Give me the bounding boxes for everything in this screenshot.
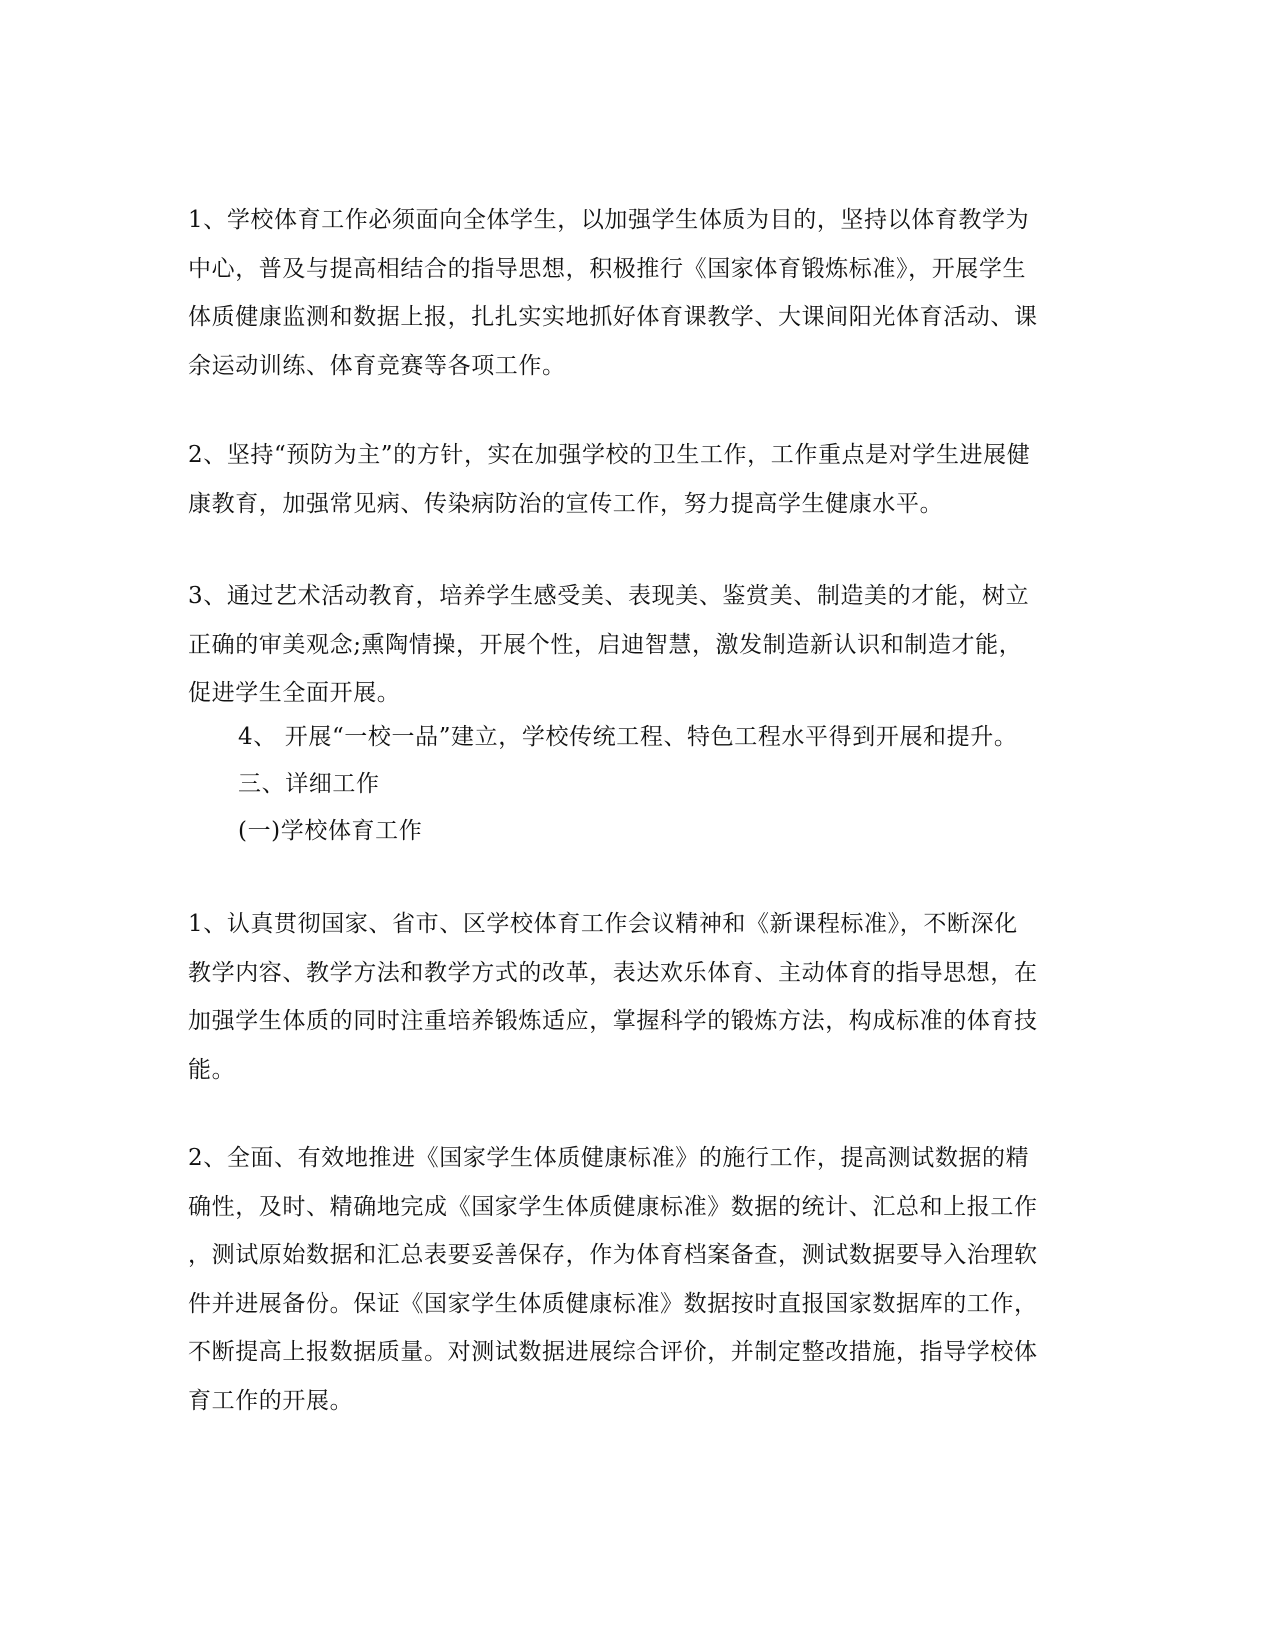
paragraph-line: 中心，普及与提高相结合的指导思想，积极推行《国家体育锻炼标准》，开展学生 xyxy=(188,255,1027,282)
paragraph-line: 正确的审美观念;熏陶情操，开展个性，启迪智慧，激发制造新认识和制造才能， xyxy=(188,631,1023,658)
paragraph-line: 育工作的开展。 xyxy=(188,1387,354,1414)
paragraph-line: 能。 xyxy=(188,1056,236,1083)
paragraph-1 xyxy=(188,196,1093,390)
subsection-heading: (一)学校体育工作 xyxy=(238,818,423,844)
paragraph-line: 余运动训练、体育竞赛等各项工作。 xyxy=(188,352,566,379)
paragraph-5 xyxy=(188,1134,1093,1425)
paragraph-line: 体质健康监测和数据上报，扎扎实实地抓好体育课教学、大课间阳光体育活动、课 xyxy=(188,304,1038,330)
paragraph-2 xyxy=(188,431,1093,528)
item-4: 4、 开展“一校一品”建立，学校传统工程、特色工程水平得到开展和提升。 xyxy=(238,724,1018,750)
paragraph-line: 3、通过艺术活动教育，培养学生感受美、表现美、鉴赏美、制造美的才能，树立 xyxy=(188,583,1030,609)
paragraph-line: 康教育，加强常见病、传染病防治的宣传工作，努力提高学生健康水平。 xyxy=(188,490,944,517)
paragraph-line: 1、学校体育工作必须面向全体学生，以加强学生体质为目的，坚持以体育教学为 xyxy=(188,207,1030,233)
paragraph-line: 件并进展备份。保证《国家学生体质健康标准》数据按时直报国家数据库的工作， xyxy=(188,1290,1038,1317)
paragraph-line: 加强学生体质的同时注重培养锻炼适应，掌握科学的锻炼方法，构成标准的体育技 xyxy=(188,1008,1038,1034)
paragraph-line: 促进学生全面开展。 xyxy=(188,680,401,706)
paragraph-3 xyxy=(188,572,1093,718)
paragraph-line: 不断提高上报数据质量。对测试数据进展综合评价，并制定整改措施，指导学校体 xyxy=(188,1339,1038,1365)
paragraph-line: 2、全面、有效地推进《国家学生体质健康标准》的施行工作，提高测试数据的精 xyxy=(188,1145,1030,1171)
paragraph-line: 2、坚持“预防为主”的方针，实在加强学校的卫生工作，工作重点是对学生进展健 xyxy=(188,442,1031,468)
paragraph-line: ，测试原始数据和汇总表要妥善保存，作为体育档案备查，测试数据要导入治理软 xyxy=(188,1242,1038,1268)
paragraph-4 xyxy=(188,900,1093,1094)
section-heading: 三、详细工作 xyxy=(238,771,380,797)
paragraph-line: 1、认真贯彻国家、省市、区学校体育工作会议精神和《新课程标准》，不断深化 xyxy=(188,911,1018,937)
paragraph-line: 确性，及时、精确地完成《国家学生体质健康标准》数据的统计、汇总和上报工作 xyxy=(188,1193,1038,1220)
paragraph-line: 教学内容、教学方法和教学方式的改革，表达欢乐体育、主动体育的指导思想，在 xyxy=(188,959,1038,986)
